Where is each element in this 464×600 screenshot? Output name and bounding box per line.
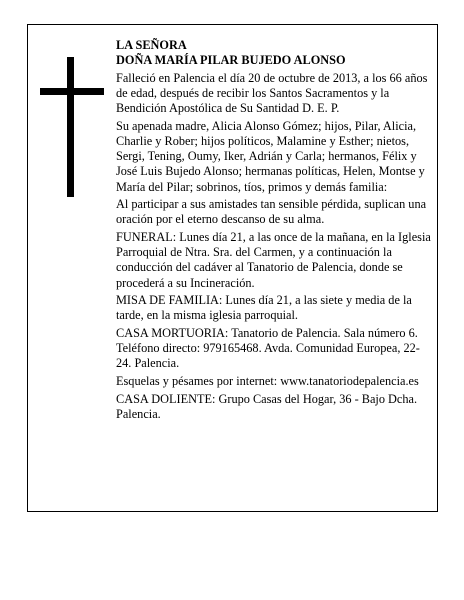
- obituary-text: [116, 38, 432, 424]
- family-mass-info: MISA DE FAMILIA: Lunes día 21, a las siete y media de la tarde, en la misma iglesia parroquial.: [116, 293, 412, 323]
- cross-icon: [40, 57, 104, 197]
- family-home-info: CASA DOLIENTE: Grupo Casas del Hogar, 36 - Bajo Dcha. Palencia.: [116, 391, 418, 421]
- funeral-info: FUNERAL: Lunes día 21, a las once de la mañana, en la Iglesia Parroquial de Ntra. Sra. del Carmen, y a continuación la conducción del cadáver al Tanatorio de Palencia, donde se procederá a su Incineración.: [116, 230, 431, 290]
- funeral-home-info: CASA MORTUORIA: Tanatorio de Palencia. Sala número 6. Teléfono directo: 979165468. Avda. Comunidad Europea, 22-24. Palencia.: [116, 326, 420, 371]
- online-condolences: Esquelas y pésames por internet: www.tanatoriodepalencia.es: [116, 374, 419, 388]
- cross-horizontal-bar: [40, 88, 104, 95]
- death-notice: Falleció en Palencia el día 20 de octubre de 2013, a los 66 años de edad, después de recibir los Santos Sacramentos y la Bendición Apostólica de Su Santidad D. E. P.: [116, 70, 428, 116]
- family-list: Su apenada madre, Alicia Alonso Gómez; hijos, Pilar, Alicia, Charlie y Rober; hijos políticos, Malamine y Esther; nietos, Sergi, Tening, Oumy, Iker, Adrián y Carla; hermanos, Félix y José Luis Bujedo Alonso; hermanas políticas, Helen, Montse y María del Pilar; sobrinos, tíos, primos y demás familia:: [116, 118, 425, 194]
- heading-line-1: LA SEÑORA: [116, 38, 187, 52]
- deceased-name: DOÑA MARÍA PILAR BUJEDO ALONSO: [116, 53, 346, 68]
- cross-vertical-bar: [67, 57, 74, 197]
- prayer-request: Al participar a sus amistades tan sensible pérdida, suplican una oración por el eterno descanso de su alma.: [116, 197, 427, 227]
